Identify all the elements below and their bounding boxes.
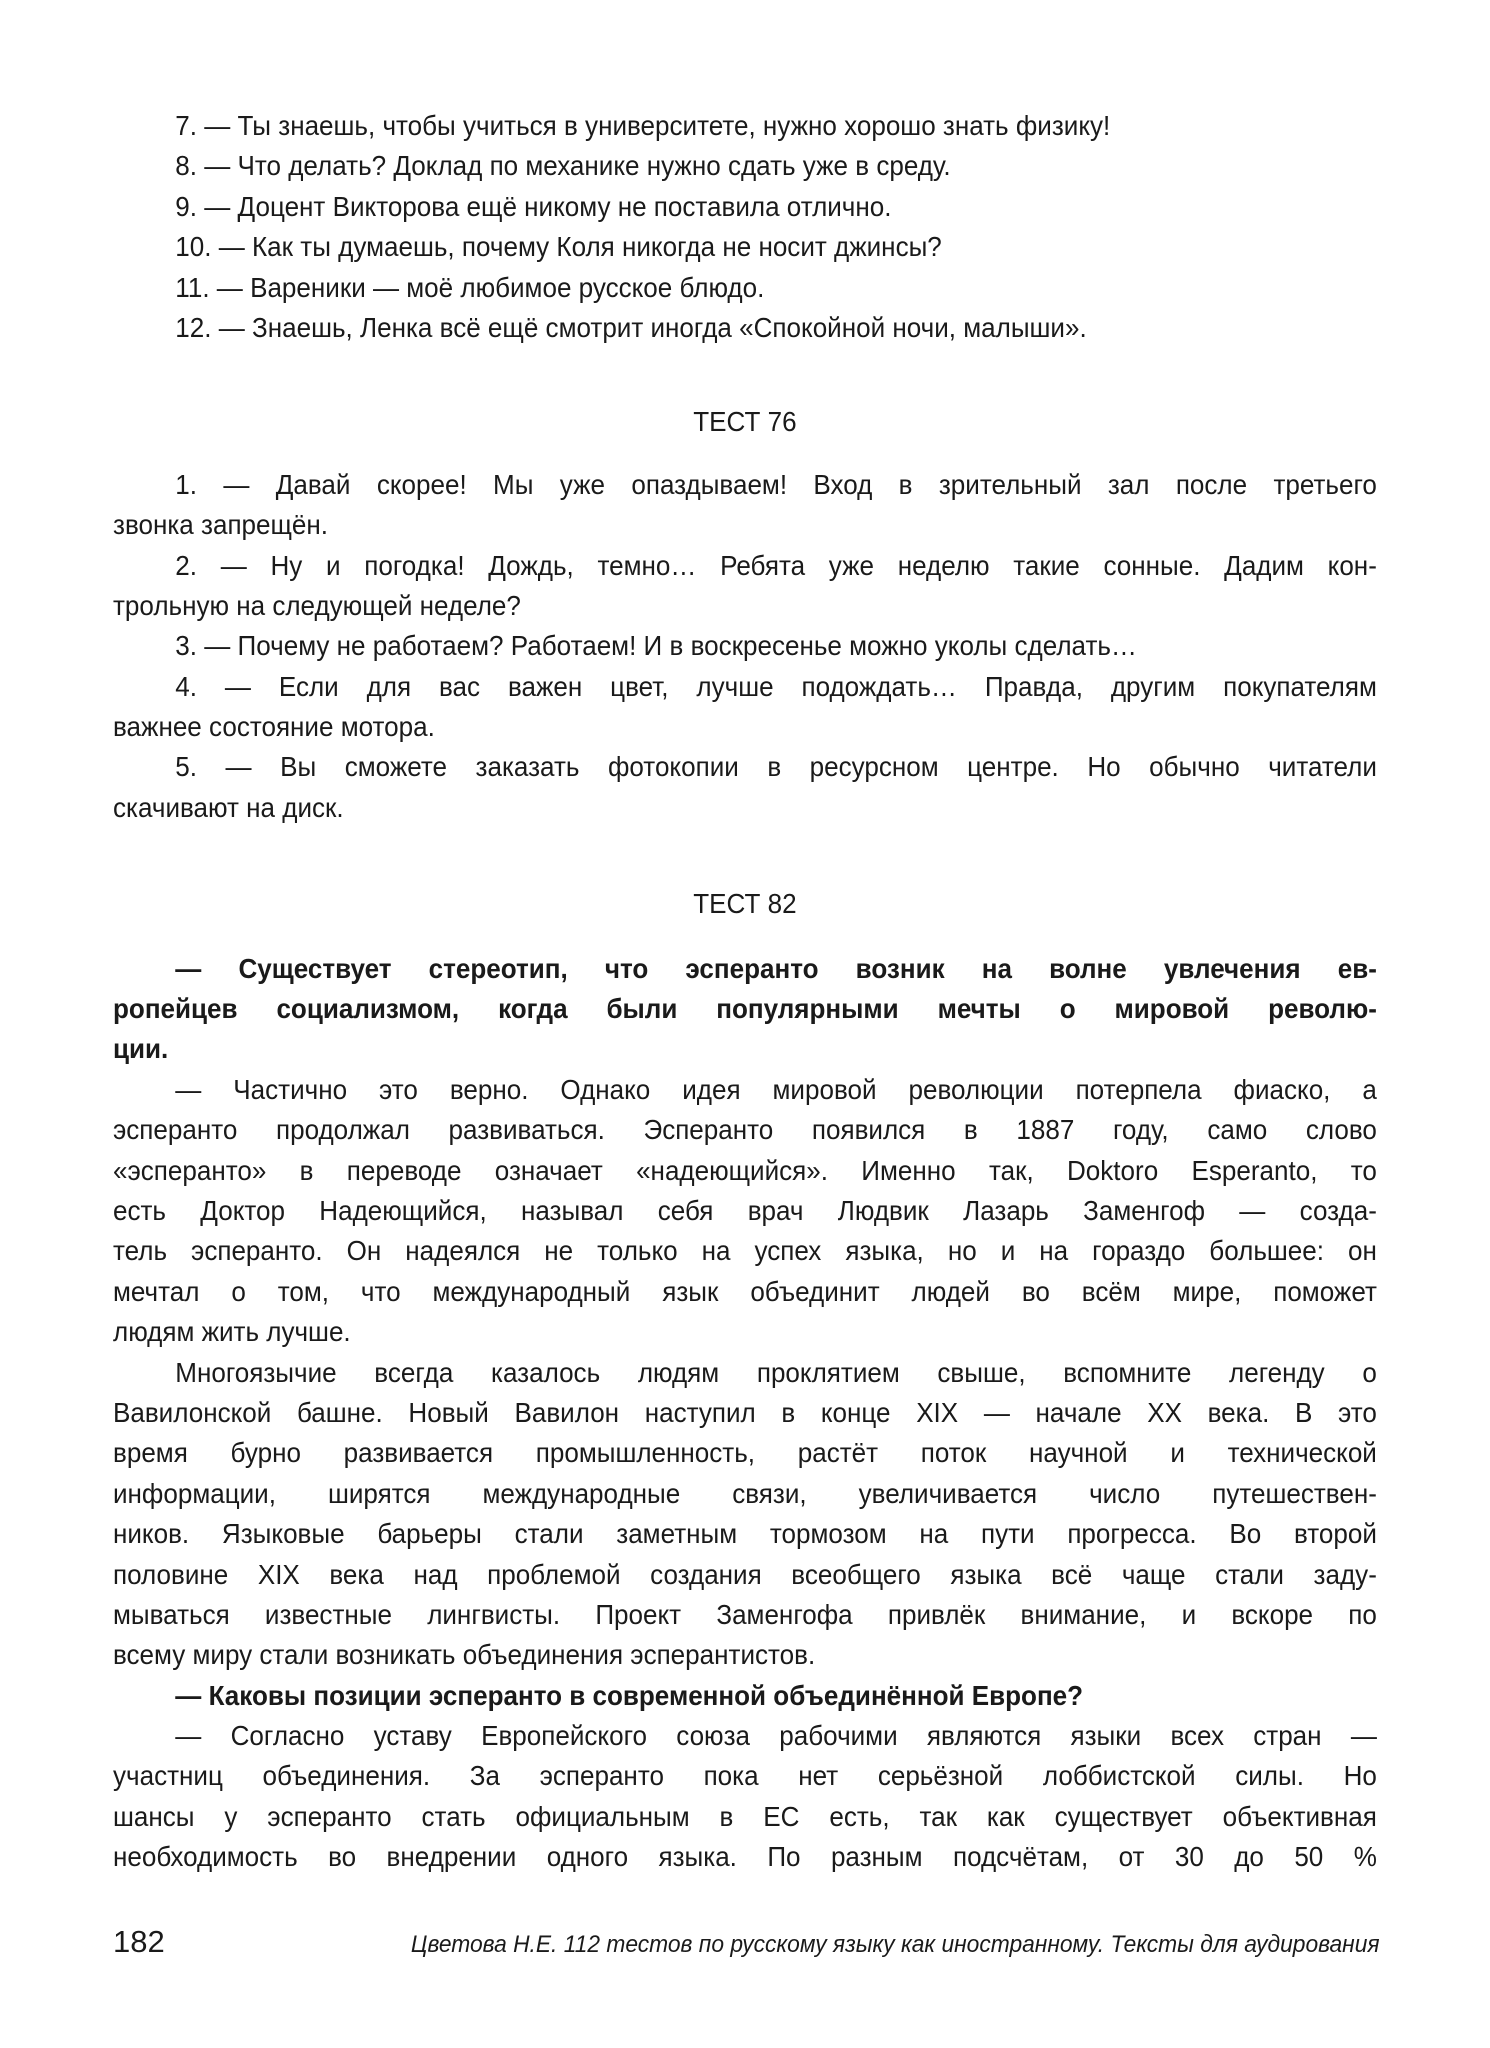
answer-1-line-7: людям жить лучше. — [113, 1316, 351, 1348]
answer-1-line-2: эсперанто продолжал развиваться. Эсперанто появился в 1887 году, само слово — [113, 1114, 1377, 1146]
page-footer — [113, 1924, 1380, 1960]
test76-item-4-line-1: 4. — Если для вас важен цвет, лучше подождать… Правда, другим покупателям — [175, 670, 1377, 702]
test76-item-1-line-1: 1. — Давай скорее! Мы уже опаздываем! Вход в зрительный зал после третьего — [175, 468, 1377, 500]
test76-item-3: 3. — Почему не работаем? Работаем! И в воскресенье можно уколы сделать… — [175, 630, 1137, 662]
question-1-line-1: — Существует стереотип, что эсперанто возник на волне увлечения ев- — [175, 952, 1377, 984]
answer-1-line-3: «эсперанто» в переводе означает «надеющийся». Именно так, Doktoro Esperanto, то — [113, 1154, 1377, 1186]
page-body — [113, 0, 1377, 1878]
test76-item-4-line-2: важнее состояние мотора. — [113, 711, 435, 743]
question-1-line-3: ции. — [113, 1033, 169, 1065]
test76-item-5-line-1: 5. — Вы сможете заказать фотокопии в ресурсном центре. Но обычно читатели — [175, 751, 1377, 783]
paragraph-2-line-5: ников. Языковые барьеры стали заметным тормозом на пути прогресса. Во второй — [113, 1518, 1377, 1550]
previous-test-items — [113, 106, 1377, 348]
running-title: Цветова Н.Е. 112 тестов по русскому языку как иностранному. Тексты для аудирования — [411, 1931, 1380, 1958]
spacer — [113, 828, 1377, 884]
item-10: 10. — Как ты думаешь, почему Коля никогда не носит джинсы? — [175, 231, 942, 263]
test-76-items — [113, 465, 1377, 829]
item-9: 9. — Доцент Викторова ещё никому не поставила отлично. — [175, 190, 892, 222]
answer-2-line-2: участниц объединения. За эсперанто пока нет серьёзной лоббистской силы. Но — [113, 1760, 1377, 1792]
test76-item-1-line-2: звонка запрещён. — [113, 509, 329, 541]
spacer — [113, 443, 1377, 465]
spacer — [113, 348, 1377, 402]
paragraph-2-line-1: Многоязычие всегда казалось людям проклятием свыше, вспомните легенду о — [175, 1356, 1377, 1388]
test76-item-2-line-2: трольную на следующей неделе? — [113, 589, 521, 621]
question-2: — Каковы позиции эсперанто в современной объединённой Европе? — [175, 1679, 1084, 1711]
spacer — [113, 925, 1377, 949]
answer-1-line-4: есть Доктор Надеющийся, называл себя врач Людвик Лазарь Заменгоф — созда- — [113, 1194, 1377, 1226]
item-11: 11. — Вареники — моё любимое русское блюдо. — [175, 271, 765, 303]
test-76-heading: ТЕСТ 76 — [693, 406, 797, 438]
paragraph-2-line-2: Вавилонской башне. Новый Вавилон наступил в конце XIX — начале XX века. В это — [113, 1396, 1377, 1428]
paragraph-2-line-3: время бурно развивается промышленность, растёт поток научной и технической — [113, 1437, 1377, 1469]
answer-2-line-1: — Согласно уставу Европейского союза рабочими являются языки всех стран — — [175, 1720, 1377, 1752]
question-1-line-2: ропейцев социализмом, когда были популярными мечты о мировой револю- — [113, 993, 1377, 1025]
top-margin — [113, 0, 1377, 106]
item-12: 12. — Знаешь, Ленка всё ещё смотрит иногда «Спокойной ночи, малыши». — [175, 311, 1087, 343]
paragraph-2-line-8: всему миру стали возникать объединения эсперантистов. — [113, 1639, 816, 1671]
item-7: 7. — Ты знаешь, чтобы учиться в университете, нужно хорошо знать физику! — [175, 110, 1111, 141]
answer-2-line-4: необходимость во внедрении одного языка. По разным подсчётам, от 30 до 50 % — [113, 1841, 1377, 1873]
answer-2-line-3: шансы у эсперанто стать официальным в ЕС есть, так как существует объективная — [113, 1800, 1377, 1832]
test76-item-5-line-2: скачивают на диск. — [113, 791, 344, 823]
paragraph-2-line-7: мываться известные лингвисты. Проект Заменгофа привлёк внимание, и вскоре по — [113, 1598, 1377, 1630]
test-82-text — [113, 949, 1377, 1878]
page-number: 182 — [113, 1924, 165, 1959]
paragraph-2-line-4: информации, ширятся международные связи, увеличивается число путешествен- — [113, 1477, 1377, 1509]
item-8: 8. — Что делать? Доклад по механике нужно сдать уже в среду. — [175, 150, 951, 182]
answer-1-line-1: — Частично это верно. Однако идея мировой революции потерпела фиаско, а — [175, 1073, 1377, 1105]
answer-1-line-5: тель эсперанто. Он надеялся не только на успех языка, но и на гораздо большее: он — [113, 1235, 1377, 1267]
paragraph-2-line-6: половине XIX века над проблемой создания всеобщего языка всё чаще стали заду- — [113, 1558, 1377, 1590]
test-82-heading: ТЕСТ 82 — [693, 888, 797, 920]
test76-item-2-line-1: 2. — Ну и погодка! Дождь, темно… Ребята уже неделю такие сонные. Дадим кон- — [175, 549, 1377, 581]
answer-1-line-6: мечтал о том, что международный язык объединит людей во всём мире, поможет — [113, 1275, 1377, 1307]
